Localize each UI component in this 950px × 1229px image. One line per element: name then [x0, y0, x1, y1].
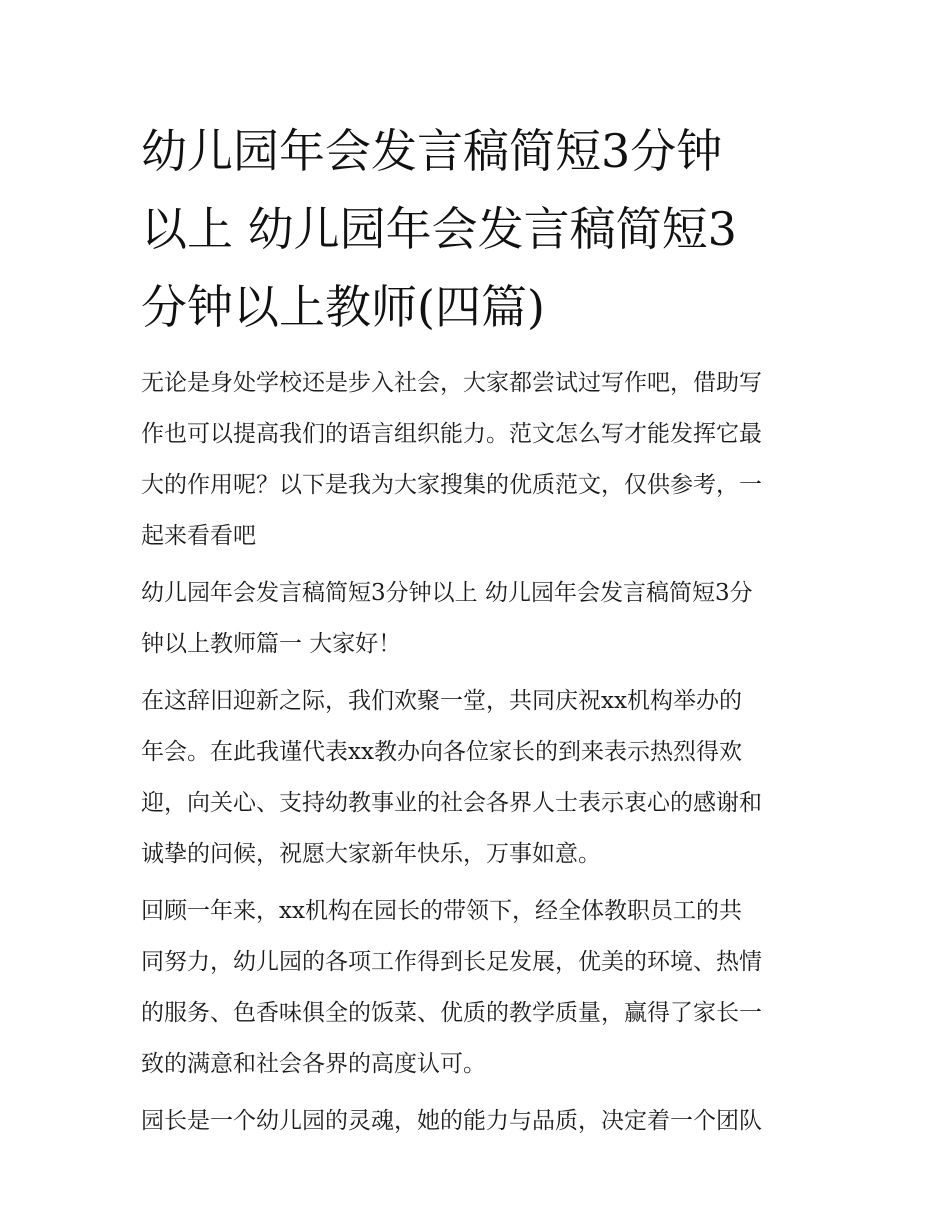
text-line: 的服务、色香味俱全的饭菜、优质的教学质量，赢得了家长一 [141, 1000, 762, 1026]
text-line: 大的作用呢？以下是我为大家搜集的优质范文，仅供参考，一 [141, 472, 762, 498]
title-line: 以上 幼儿园年会发言稿简短3 [141, 202, 737, 256]
intro-paragraph [141, 358, 813, 562]
body-paragraph [141, 676, 813, 880]
body-paragraph [141, 886, 813, 1090]
text-line: 作也可以提高我们的语言组织能力。范文怎么写才能发挥它最 [141, 421, 762, 447]
document-title [141, 112, 813, 346]
section-heading-paragraph [141, 568, 813, 670]
document-body [141, 358, 813, 1147]
text-line: 起来看看吧 [141, 523, 256, 549]
text-line: 迎，向关心、支持幼教事业的社会各界人士表示衷心的感谢和 [141, 790, 762, 816]
text-line: 钟以上教师篇一 大家好！ [141, 631, 402, 657]
text-line: 在这辞旧迎新之际，我们欢聚一堂，共同庆祝xx机构举办的 [141, 688, 742, 714]
text-line: 致的满意和社会各界的高度认可。 [141, 1051, 486, 1077]
body-paragraph [141, 1096, 813, 1147]
title-line: 幼儿园年会发言稿简短3分钟 [141, 124, 723, 178]
text-line: 幼儿园年会发言稿简短3分钟以上 幼儿园年会发言稿简短3分 [141, 580, 753, 606]
text-line: 回顾一年来，xx机构在园长的带领下，经全体教职员工的共 [141, 898, 742, 924]
text-line: 无论是身处学校还是步入社会，大家都尝试过写作吧，借助写 [141, 370, 762, 396]
text-line: 园长是一个幼儿园的灵魂，她的能力与品质，决定着一个团队 [141, 1108, 762, 1134]
title-line: 分钟以上教师(四篇) [141, 280, 545, 334]
document-page [141, 112, 813, 1153]
text-line: 诚挚的问候，祝愿大家新年快乐，万事如意。 [141, 841, 601, 867]
text-line: 年会。在此我谨代表xx教办向各位家长的到来表示热烈得欢 [141, 739, 742, 765]
text-line: 同努力，幼儿园的各项工作得到长足发展，优美的环境、热情 [141, 949, 762, 975]
